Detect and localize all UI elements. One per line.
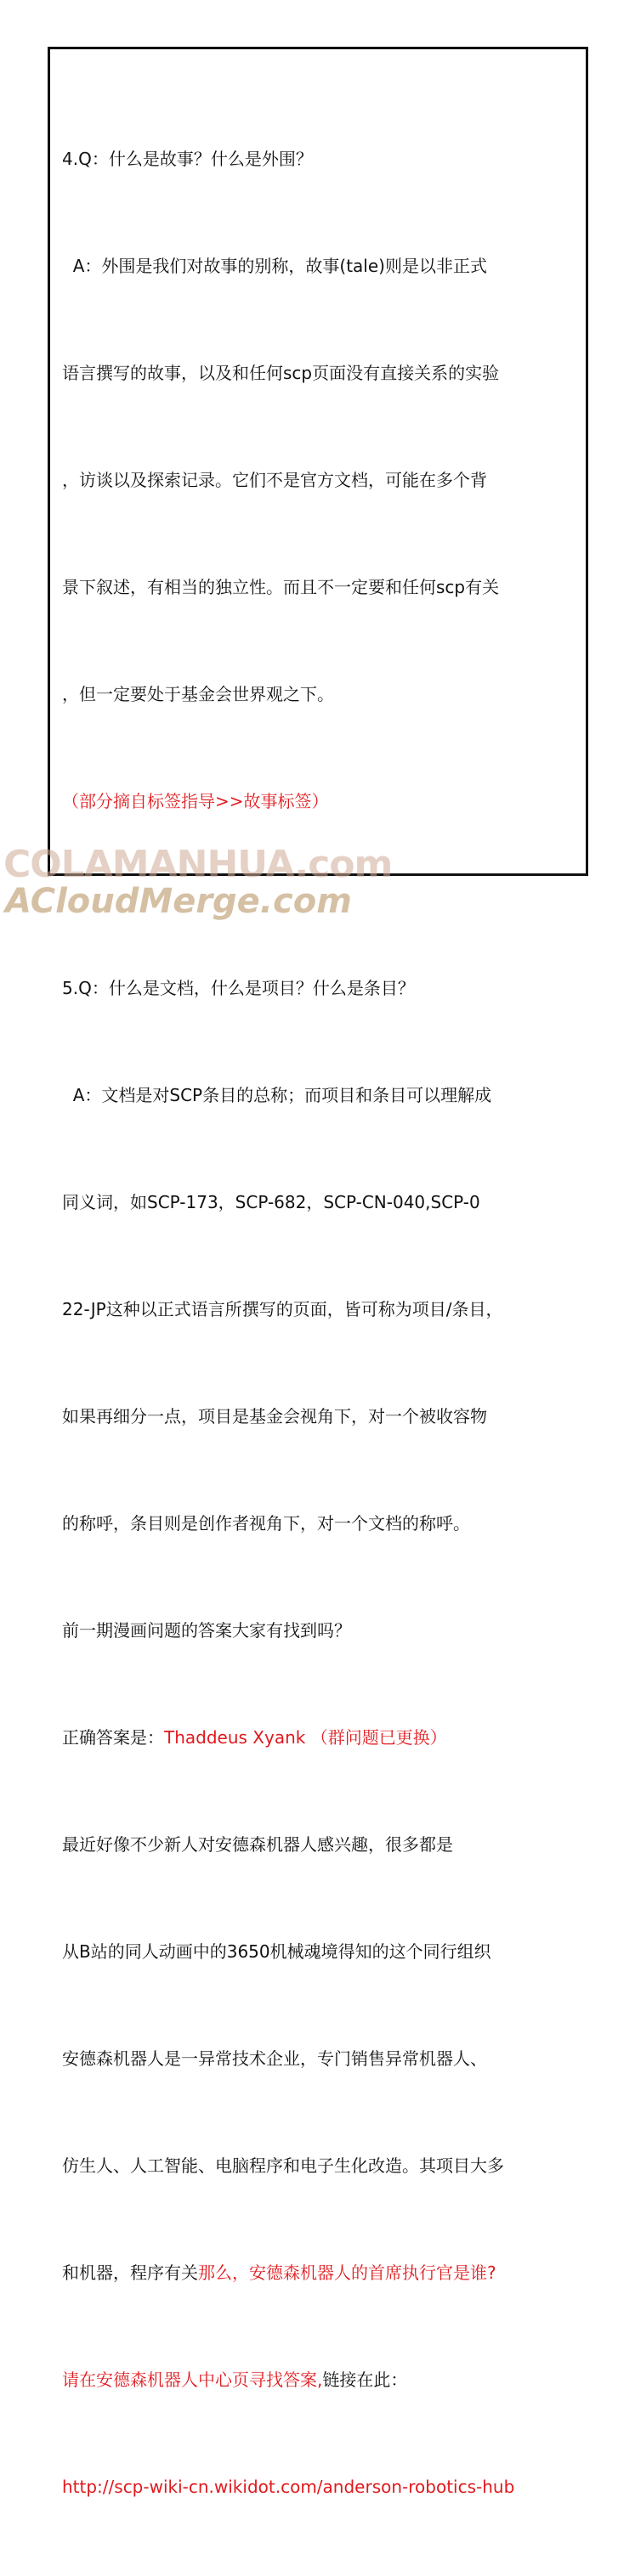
- q5-answer-line: 同义词，如SCP-173，SCP-682，SCP-CN-040,SCP-0: [62, 1192, 480, 1212]
- intro-line: 仿生人、人工智能、电脑程序和电子生化改造。其项目大多: [62, 2155, 504, 2176]
- intro-line: 安德森机器人是一异常技术企业，专门销售异常机器人、: [62, 2048, 487, 2069]
- intro-line: 最近好像不少新人对安德森机器人感兴趣，很多都是: [62, 1834, 453, 1855]
- watermark-acloudmerge: ACloudMerge.com: [5, 882, 352, 921]
- quiz-answer-label: 正确答案是：: [62, 1727, 164, 1748]
- q5-answer-line: 的称呼，条目则是创作者视角下，对一个文档的称呼。: [62, 1513, 470, 1534]
- link-intro: 链接在此：: [322, 2370, 408, 2390]
- ceo-question-prefix: 和机器，程序有关: [62, 2262, 198, 2283]
- q4-question: 4.Q：什么是故事？什么是外围？: [62, 149, 313, 169]
- quiz-prev-question: 前一期漫画问题的答案大家有找到吗？: [62, 1620, 351, 1641]
- q5-answer-line: 如果再细分一点，项目是基金会视角下，对一个被收容物: [62, 1406, 487, 1426]
- anderson-robotics-link[interactable]: http://scp-wiki-cn.wikidot.com/anderson-robotics-hub: [62, 2477, 515, 2497]
- q4-answer-line: 景下叙述，有相当的独立性。而且不一定要和任何scp有关: [62, 577, 500, 597]
- document-content: [62, 70, 582, 2576]
- q5-answer-line: 22-JP这种以正式语言所撰写的页面，皆可称为项目/条目，: [62, 1299, 503, 1319]
- quiz-answer-value: Thaddeus Xyank （群问题已更换）: [164, 1727, 447, 1748]
- q4-answer-line: A：外围是我们对故事的别称，故事(tale)则是以非正式: [62, 256, 487, 276]
- find-answer-hint: 请在安德森机器人中心页寻找答案,: [62, 2370, 323, 2390]
- q5-answer-line: A：文档是对SCP条目的总称；而项目和条目可以理解成: [62, 1085, 492, 1105]
- q4-source-note: （部分摘自标签指导>>故事标签）: [62, 791, 329, 811]
- q4-answer-line: 语言撰写的故事，以及和任何scp页面没有直接关系的实验: [62, 363, 500, 383]
- intro-line: 从B站的同人动画中的3650机械魂境得知的这个同行组织: [62, 1941, 491, 1962]
- ceo-question: 那么，安德森机器人的首席执行官是谁?: [198, 2262, 496, 2283]
- find-answer-line: [62, 2362, 582, 2398]
- q4-answer-line: ，访谈以及探索记录。它们不是官方文档，可能在多个背: [62, 470, 487, 490]
- q5-question: 5.Q：什么是文档，什么是项目？什么是条目？: [62, 978, 415, 998]
- watermark-colamanhua: COLAMANHUA.com: [3, 843, 393, 886]
- ceo-question-line: [62, 2255, 582, 2291]
- q4-answer-line: ，但一定要处于基金会世界观之下。: [62, 684, 334, 704]
- quiz-answer: [62, 1720, 582, 1755]
